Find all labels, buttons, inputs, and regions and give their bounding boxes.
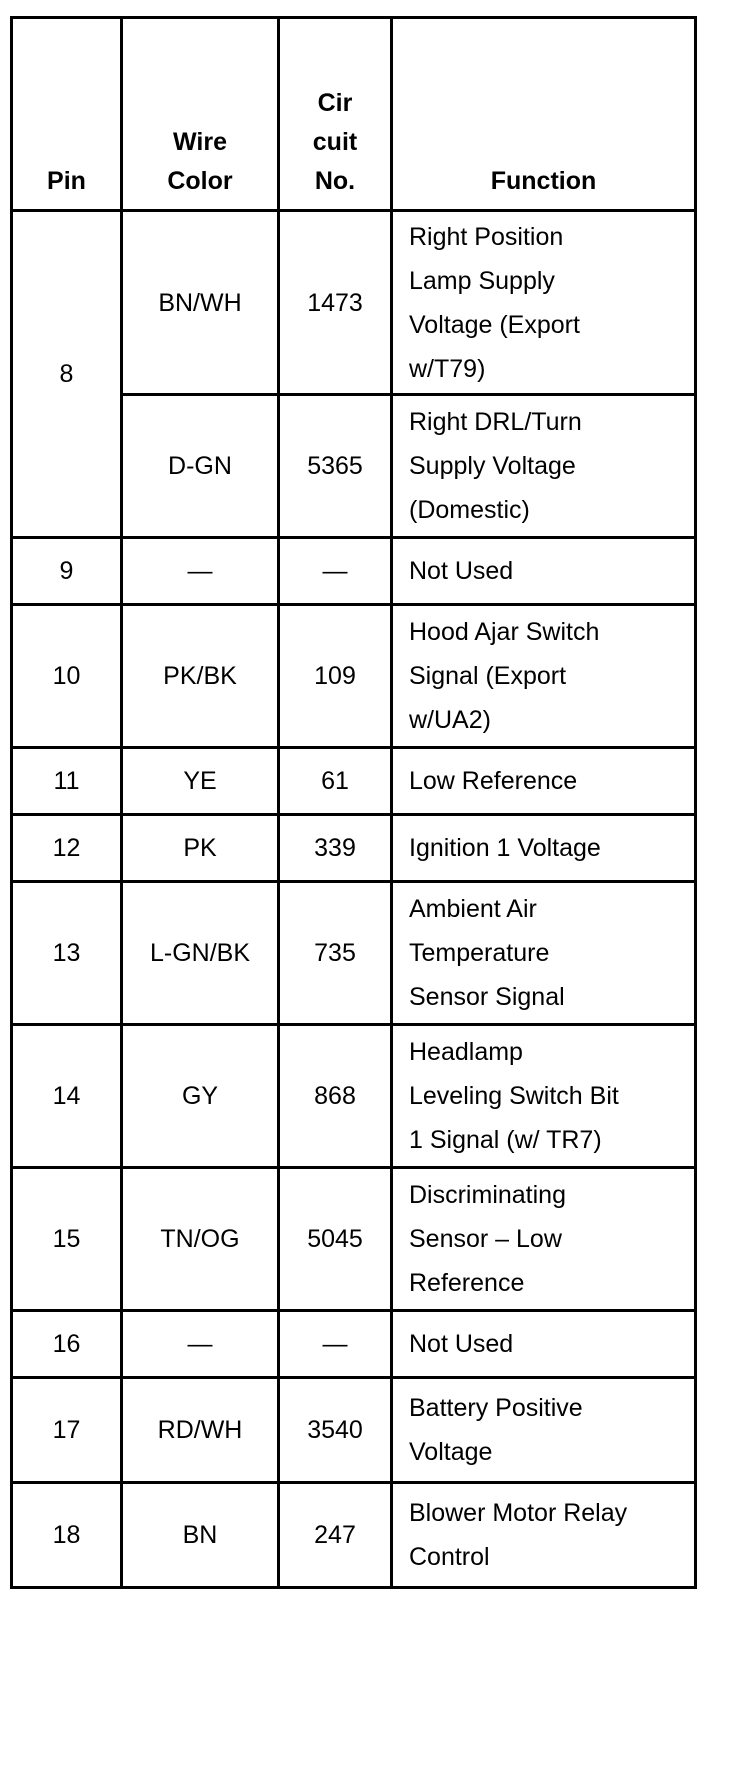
function-cell: Not Used	[392, 538, 696, 605]
function-cell: Discriminating Sensor – Low Reference	[392, 1168, 696, 1311]
wire-color-cell: PK	[122, 815, 279, 882]
function-cell: Ignition 1 Voltage	[392, 815, 696, 882]
function-cell: Hood Ajar Switch Signal (Export w/UA2)	[392, 605, 696, 748]
function-cell: Battery Positive Voltage	[392, 1378, 696, 1483]
table-row	[12, 1378, 696, 1483]
pin-cell: 12	[12, 815, 122, 882]
wire-color-cell: BN	[122, 1483, 279, 1588]
wire-color-cell: —	[122, 538, 279, 605]
circuit-cell: 109	[279, 605, 392, 748]
pin-cell: 11	[12, 748, 122, 815]
header-wire-color: Wire Color	[122, 18, 279, 211]
table-row	[12, 211, 696, 395]
wire-color-cell: L-GN/BK	[122, 882, 279, 1025]
function-cell: Headlamp Leveling Switch Bit 1 Signal (w/ TR7)	[392, 1025, 696, 1168]
table-row	[12, 882, 696, 1025]
pin-cell: 10	[12, 605, 122, 748]
pin-cell: 13	[12, 882, 122, 1025]
circuit-cell: 247	[279, 1483, 392, 1588]
pin-cell: 14	[12, 1025, 122, 1168]
table-row	[12, 1483, 696, 1588]
function-cell: Right Position Lamp Supply Voltage (Export w/T79)	[392, 211, 696, 395]
circuit-cell: —	[279, 538, 392, 605]
circuit-cell: 61	[279, 748, 392, 815]
function-cell: Right DRL/Turn Supply Voltage (Domestic)	[392, 395, 696, 538]
circuit-cell: 5365	[279, 395, 392, 538]
circuit-cell: —	[279, 1311, 392, 1378]
wire-color-cell: —	[122, 1311, 279, 1378]
function-cell: Not Used	[392, 1311, 696, 1378]
wire-color-cell: BN/WH	[122, 211, 279, 395]
circuit-cell: 735	[279, 882, 392, 1025]
wire-color-cell: GY	[122, 1025, 279, 1168]
circuit-cell: 1473	[279, 211, 392, 395]
function-cell: Low Reference	[392, 748, 696, 815]
function-cell: Blower Motor Relay Control	[392, 1483, 696, 1588]
table-row	[12, 748, 696, 815]
connector-pinout-table-container	[10, 16, 694, 1589]
table-row	[12, 1311, 696, 1378]
circuit-cell: 5045	[279, 1168, 392, 1311]
header-row	[12, 18, 696, 211]
pin-cell: 15	[12, 1168, 122, 1311]
table-row	[12, 605, 696, 748]
pin-cell: 17	[12, 1378, 122, 1483]
function-cell: Ambient Air Temperature Sensor Signal	[392, 882, 696, 1025]
table-row	[12, 815, 696, 882]
pin-cell: 8	[12, 211, 122, 538]
header-pin: Pin	[12, 18, 122, 211]
wire-color-cell: D-GN	[122, 395, 279, 538]
table-row	[12, 1168, 696, 1311]
wire-color-cell: TN/OG	[122, 1168, 279, 1311]
pin-cell: 16	[12, 1311, 122, 1378]
circuit-cell: 339	[279, 815, 392, 882]
connector-pinout-table	[10, 16, 697, 1589]
wire-color-cell: PK/BK	[122, 605, 279, 748]
pin-cell: 18	[12, 1483, 122, 1588]
header-circuit-no: Cir cuit No.	[279, 18, 392, 211]
header-function: Function	[392, 18, 696, 211]
circuit-cell: 868	[279, 1025, 392, 1168]
table-row	[12, 538, 696, 605]
wire-color-cell: YE	[122, 748, 279, 815]
wire-color-cell: RD/WH	[122, 1378, 279, 1483]
circuit-cell: 3540	[279, 1378, 392, 1483]
table-row	[12, 1025, 696, 1168]
pin-cell: 9	[12, 538, 122, 605]
